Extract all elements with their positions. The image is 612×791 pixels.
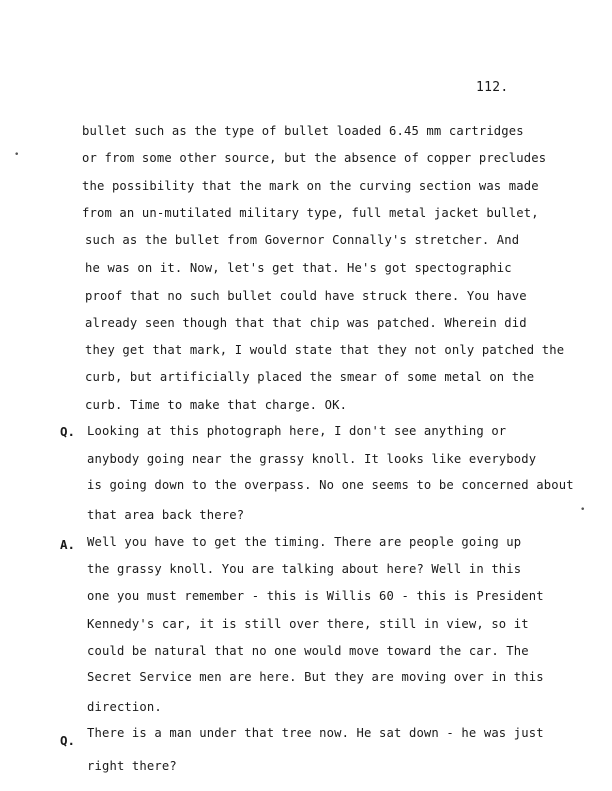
scan-speck-mark: •	[14, 150, 20, 160]
text-line-15: that area back there?	[87, 508, 245, 522]
text-line-4: from an un-mutilated military type, full metal jacket bullet,	[82, 206, 539, 220]
text-line-18: one you must remember - this is Willis 60 - this is President	[87, 589, 544, 603]
text-line-9: they get that mark, I would state that they not only patched the	[85, 343, 565, 357]
text-line-7: proof that no such bullet could have struck there. You have	[85, 289, 527, 303]
text-line-3: the possibility that the mark on the curving section was made	[82, 179, 539, 193]
text-line-13: anybody going near the grassy knoll. It looks like everybody	[87, 452, 537, 466]
text-line-24: right there?	[87, 759, 177, 773]
text-line-5: such as the bullet from Governor Connally's stretcher. And	[85, 233, 520, 247]
text-line-20: could be natural that no one would move toward the car. The	[87, 644, 529, 658]
text-line-2: or from some other source, but the absence of copper precludes	[82, 151, 547, 165]
text-line-1: bullet such as the type of bullet loaded 6.45 mm cartridges	[82, 124, 524, 138]
speaker-label-a: A.	[60, 537, 76, 552]
text-line-6: he was on it. Now, let's get that. He's got spectographic	[85, 261, 512, 275]
text-line-22: direction.	[87, 700, 162, 714]
text-line-21: Secret Service men are here. But they are moving over in this	[87, 670, 544, 684]
text-line-10: curb, but artificially placed the smear of some metal on the	[85, 370, 535, 384]
text-line-19: Kennedy's car, it is still over there, still in view, so it	[87, 617, 529, 631]
scan-speck-mark-right: •	[580, 505, 586, 515]
page-number: 112.	[476, 80, 509, 95]
text-line-12: Looking at this photograph here, I don't see anything or	[87, 424, 507, 438]
text-line-14: is going down to the overpass. No one seems to be concerned about	[87, 478, 574, 492]
text-line-11: curb. Time to make that charge. OK.	[85, 398, 348, 412]
text-line-23: There is a man under that tree now. He sat down - he was just	[87, 726, 544, 740]
speaker-label-q-2: Q.	[60, 733, 76, 748]
text-line-17: the grassy knoll. You are talking about here? Well in this	[87, 562, 522, 576]
text-line-8: already seen though that that chip was patched. Wherein did	[85, 316, 527, 330]
speaker-label-q-1: Q.	[60, 424, 76, 439]
text-line-16: Well you have to get the timing. There are people going up	[87, 535, 522, 549]
